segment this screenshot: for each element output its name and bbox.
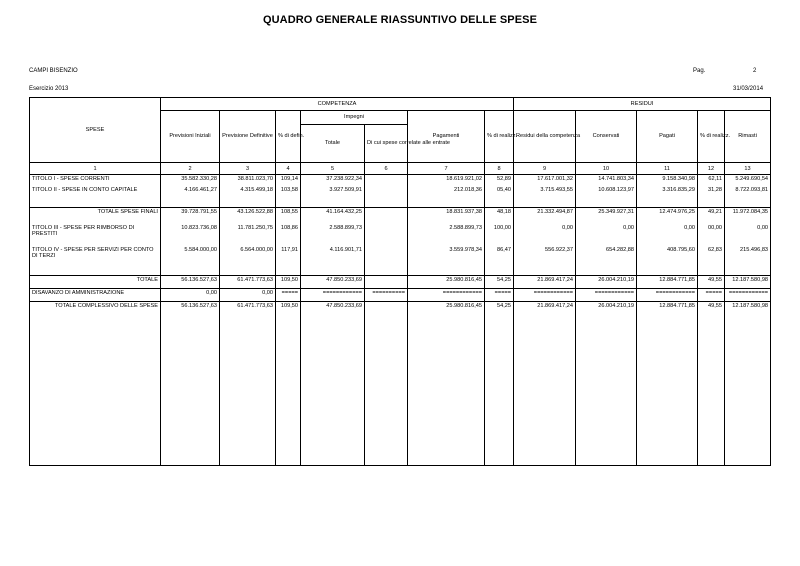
table-cell: ============: [514, 289, 576, 302]
col-pct-realizzazione-residui: % di realizz.: [698, 111, 725, 163]
table-cell: 38.811.023,70: [220, 175, 276, 186]
table-cell: 215.496,83: [725, 246, 771, 276]
table-cell: 35.582.330,28: [161, 175, 220, 186]
table-cell: 21.869.417,24: [514, 302, 576, 466]
table-cell: 86,47: [485, 246, 514, 276]
table-cell: 108,86: [276, 224, 301, 246]
column-numbers-row: [30, 163, 771, 175]
table-cell: 56.136.527,63: [161, 302, 220, 466]
table-cell: 26.004.210,19: [576, 276, 637, 289]
table-cell: [365, 302, 408, 466]
column-number: 1: [30, 163, 161, 175]
table-cell: 2.588.899,73: [301, 224, 365, 246]
table-cell: ============: [301, 289, 365, 302]
table-cell: 0,00: [576, 224, 637, 246]
table-row-totale-complessivo: [30, 302, 771, 466]
table-cell: 0,00: [637, 224, 698, 246]
table-cell: 43.126.522,88: [220, 208, 276, 224]
table-cell: 00,00: [698, 224, 725, 246]
column-number: 2: [161, 163, 220, 175]
column-number: 13: [725, 163, 771, 175]
table-cell: 3.316.835,29: [637, 186, 698, 208]
table-cell: ============: [576, 289, 637, 302]
table-cell: 41.164.432,25: [301, 208, 365, 224]
table-cell: 25.980.816,45: [408, 276, 485, 289]
row-label: DISAVANZO DI AMMINISTRAZIONE: [30, 289, 161, 302]
col-rimasti: Rimasti: [725, 111, 771, 163]
group-competenza: COMPETENZA: [161, 98, 514, 111]
table-cell: 10.608.123,97: [576, 186, 637, 208]
table-cell: 5.584.000,00: [161, 246, 220, 276]
table-cell: 109,50: [276, 276, 301, 289]
table-cell: 18.619.921,02: [408, 175, 485, 186]
table-cell: 556.922,37: [514, 246, 576, 276]
table-cell: 17.617.001,32: [514, 175, 576, 186]
table-cell: 100,00: [485, 224, 514, 246]
table-cell: 25.980.816,45: [408, 302, 485, 466]
table-cell: 6.564.000,00: [220, 246, 276, 276]
col-impegni-totale: Totale: [301, 125, 365, 163]
page-label: Pag.: [693, 68, 706, 74]
table-cell: 2.588.899,73: [408, 224, 485, 246]
col-spese: SPESE: [30, 98, 161, 163]
col-spese-correlate: Di cui spese correlate alle entrate: [365, 125, 408, 163]
table-cell: 52,89: [485, 175, 514, 186]
expenses-summary-table: [29, 97, 771, 466]
table-cell: 31,28: [698, 186, 725, 208]
table-cell: 21.869.417,24: [514, 276, 576, 289]
table-cell: 39.728.791,55: [161, 208, 220, 224]
table-cell: 11.972.084,35: [725, 208, 771, 224]
row-label: TITOLO III - SPESE PER RIMBORSO DI PRESTITI: [30, 224, 161, 246]
table-cell: 12.187.580,98: [725, 276, 771, 289]
group-residui: RESIDUI: [514, 98, 771, 111]
column-number: 8: [485, 163, 514, 175]
table-cell: 61.471.773,63: [220, 302, 276, 466]
table-cell: [365, 175, 408, 186]
table-cell: 103,58: [276, 186, 301, 208]
col-previsione-definitive: Previsione Definitive: [220, 111, 276, 163]
table-cell: 0,00: [514, 224, 576, 246]
table-cell: 61.471.773,63: [220, 276, 276, 289]
table-cell: ============: [637, 289, 698, 302]
column-number: 6: [365, 163, 408, 175]
table-cell: 47.850.233,69: [301, 302, 365, 466]
report-date: 31/03/2014: [733, 86, 764, 92]
column-number: 3: [220, 163, 276, 175]
column-number: 11: [637, 163, 698, 175]
table-cell: ============: [408, 289, 485, 302]
table-cell: 54,25: [485, 276, 514, 289]
column-number: 7: [408, 163, 485, 175]
table-cell: 3.927.509,91: [301, 186, 365, 208]
table-cell: 408.795,60: [637, 246, 698, 276]
table-cell: [365, 246, 408, 276]
col-conservati: Conservati: [576, 111, 637, 163]
table-row-titolo-1: [30, 175, 771, 186]
table-cell: 0,00: [220, 289, 276, 302]
table-cell: 11.781.250,75: [220, 224, 276, 246]
header-row-groups: [30, 98, 771, 111]
row-label: TOTALE SPESE FINALI: [30, 208, 161, 224]
row-label: TITOLO IV - SPESE PER SERVIZI PER CONTO DI TERZI: [30, 246, 161, 276]
col-pagati: Pagati: [637, 111, 698, 163]
row-label: TITOLO II - SPESE IN CONTO CAPITALE: [30, 186, 161, 208]
report-title: QUADRO GENERALE RIASSUNTIVO DELLE SPESE: [262, 14, 538, 26]
table-cell: [365, 208, 408, 224]
table-cell: 10.823.736,08: [161, 224, 220, 246]
table-cell: 8.722.093,81: [725, 186, 771, 208]
table-cell: 14.741.803,34: [576, 175, 637, 186]
table-cell: 62,11: [698, 175, 725, 186]
table-cell: 4.315.499,18: [220, 186, 276, 208]
table-cell: 3.559.978,34: [408, 246, 485, 276]
table-cell: 47.850.233,69: [301, 276, 365, 289]
table-cell: 4.166.461,27: [161, 186, 220, 208]
table-cell: 18.831.937,38: [408, 208, 485, 224]
table-row-totale-spese-finali: [30, 208, 771, 224]
table-cell: 26.004.210,19: [576, 302, 637, 466]
table-cell: 117,91: [276, 246, 301, 276]
table-cell: 212.018,36: [408, 186, 485, 208]
table-cell: 49,55: [698, 302, 725, 466]
group-impegni: Impegni: [301, 111, 408, 125]
column-number: 5: [301, 163, 365, 175]
col-previsioni-iniziali: Previsioni Iniziali: [161, 111, 220, 163]
row-label: TOTALE COMPLESSIVO DELLE SPESE: [30, 302, 161, 466]
table-cell: 05,40: [485, 186, 514, 208]
table-cell: 108,55: [276, 208, 301, 224]
table-row-titolo-2: [30, 186, 771, 208]
table-cell: 12.187.580,98: [725, 302, 771, 466]
table-cell: 3.715.493,55: [514, 186, 576, 208]
table-row-disavanzo: [30, 289, 771, 302]
page-number: 2: [753, 68, 757, 74]
table-cell: ============: [725, 289, 771, 302]
table-cell: =====: [485, 289, 514, 302]
fiscal-year: Esercizio 2013: [29, 86, 69, 92]
table-cell: 12.474.976,25: [637, 208, 698, 224]
column-number: 10: [576, 163, 637, 175]
table-cell: 654.282,88: [576, 246, 637, 276]
table-cell: 21.332.494,87: [514, 208, 576, 224]
table-cell: 25.349.927,31: [576, 208, 637, 224]
table-cell: 5.249.690,54: [725, 175, 771, 186]
table-cell: 4.116.901,71: [301, 246, 365, 276]
col-pct-realizzazione: % di realizz.: [485, 111, 514, 163]
col-pct-definizione: % di defin.: [276, 111, 301, 163]
column-number: 12: [698, 163, 725, 175]
table-cell: 48,18: [485, 208, 514, 224]
table-cell: ==========: [365, 289, 408, 302]
table-cell: 56.136.527,63: [161, 276, 220, 289]
table-cell: 37.238.922,34: [301, 175, 365, 186]
table-row-totale: [30, 276, 771, 289]
table-row-titolo-4: [30, 246, 771, 276]
table-cell: 12.884.771,85: [637, 276, 698, 289]
table-cell: [365, 224, 408, 246]
table-cell: 54,25: [485, 302, 514, 466]
row-label: TOTALE: [30, 276, 161, 289]
table-cell: 12.884.771,85: [637, 302, 698, 466]
table-cell: 0,00: [161, 289, 220, 302]
column-number: 9: [514, 163, 576, 175]
table-cell: =====: [276, 289, 301, 302]
table-cell: =====: [698, 289, 725, 302]
col-residui-competenza: Residui della competenza: [514, 111, 576, 163]
table-cell: 62,83: [698, 246, 725, 276]
table-cell: 0,00: [725, 224, 771, 246]
entity-name: CAMPI BISENZIO: [29, 68, 78, 74]
column-number: 4: [276, 163, 301, 175]
table-cell: 109,50: [276, 302, 301, 466]
table-row-titolo-3: [30, 224, 771, 246]
table-cell: [365, 186, 408, 208]
row-label: TITOLO I - SPESE CORRENTI: [30, 175, 161, 186]
table-cell: [365, 276, 408, 289]
table-cell: 9.158.340,98: [637, 175, 698, 186]
table-cell: 109,14: [276, 175, 301, 186]
table-cell: 49,55: [698, 276, 725, 289]
table-cell: 49,21: [698, 208, 725, 224]
col-pagamenti: Pagamenti: [408, 111, 485, 163]
